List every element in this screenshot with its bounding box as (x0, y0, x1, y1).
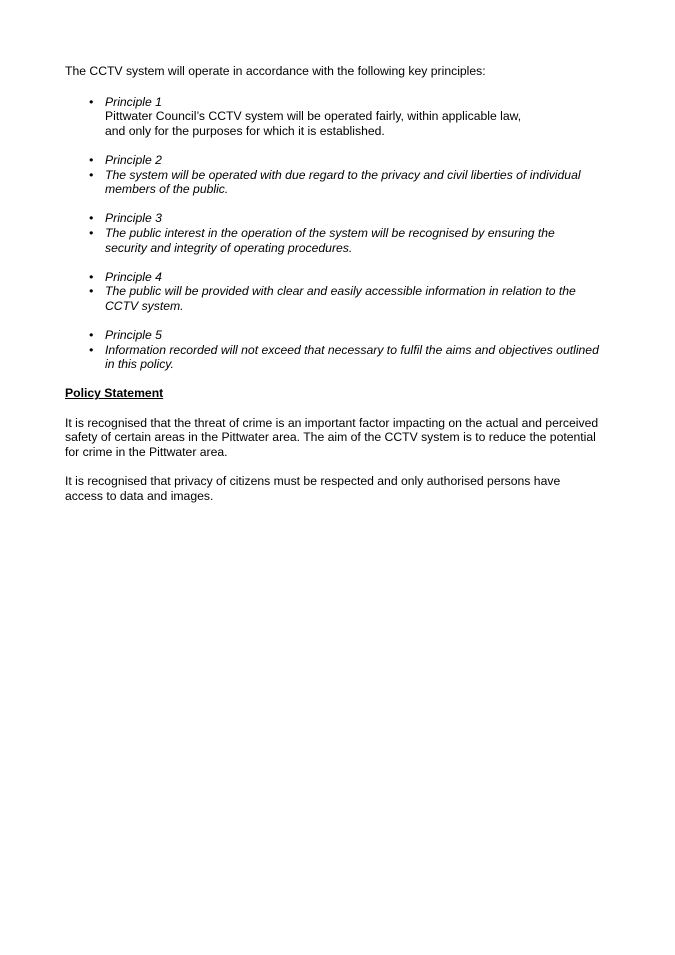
text-line: security and integrity of operating procedures. (105, 240, 353, 255)
principle-5 (65, 328, 625, 372)
policy-paragraph-1 (65, 416, 625, 460)
bullet-icon: • (89, 167, 94, 182)
principle-4 (65, 270, 625, 314)
text-line: It is recognised that the threat of crime is an important factor impacting on the actual and perceived (65, 415, 599, 430)
principle-description (65, 284, 625, 313)
text-line: Pittwater Council’s CCTV system will be operated fairly, within applicable law, (105, 109, 522, 124)
intro-text: The CCTV system will operate in accordance with the following key principles: (65, 64, 486, 78)
text-line: access to data and images. (65, 488, 214, 503)
principle-3 (65, 211, 625, 255)
text-line: The public will be provided with clear and easily accessible information in relation to the (105, 284, 576, 299)
bullet-icon: • (89, 152, 94, 167)
principle-description (65, 168, 625, 197)
text-line: and only for the purposes for which it is established. (105, 123, 385, 138)
document-page (65, 64, 625, 518)
text-line: The public interest in the operation of the system will be recognised by ensuring the (105, 225, 555, 240)
policy-statement-heading: Policy Statement (65, 386, 164, 401)
principle-2 (65, 153, 625, 197)
text-line: It is recognised that privacy of citizens must be respected and only authorised persons have (65, 474, 561, 489)
text-line: for crime in the Pittwater area. (65, 444, 228, 459)
text-line: CCTV system. (105, 298, 184, 313)
principle-description (65, 343, 625, 372)
principle-1 (65, 95, 625, 139)
principle-label: • Principle 3 (89, 211, 162, 226)
principle-label: • Principle 1 (89, 94, 162, 109)
text-line: The system will be operated with due regard to the privacy and civil liberties of individual (105, 167, 581, 182)
text-line: safety of certain areas in the Pittwater area. The aim of the CCTV system is to reduce the potential (65, 430, 596, 445)
principle-label: • Principle 2 (89, 152, 162, 167)
text-line: Information recorded will not exceed that necessary to fulfil the aims and objectives outlined (105, 342, 599, 357)
principle-label: • Principle 5 (89, 328, 162, 343)
policy-paragraph-2 (65, 474, 625, 503)
principle-label: • Principle 4 (89, 269, 162, 284)
bullet-icon: • (89, 284, 94, 299)
bullet-icon: • (89, 269, 94, 284)
principle-description (65, 109, 625, 138)
bullet-icon: • (89, 328, 94, 343)
text-line: members of the public. (105, 182, 229, 197)
bullet-icon: • (89, 342, 94, 357)
bullet-icon: • (89, 94, 94, 109)
bullet-icon: • (89, 225, 94, 240)
bullet-icon: • (89, 211, 94, 226)
text-line: in this policy. (105, 357, 174, 372)
principle-description (65, 226, 625, 255)
